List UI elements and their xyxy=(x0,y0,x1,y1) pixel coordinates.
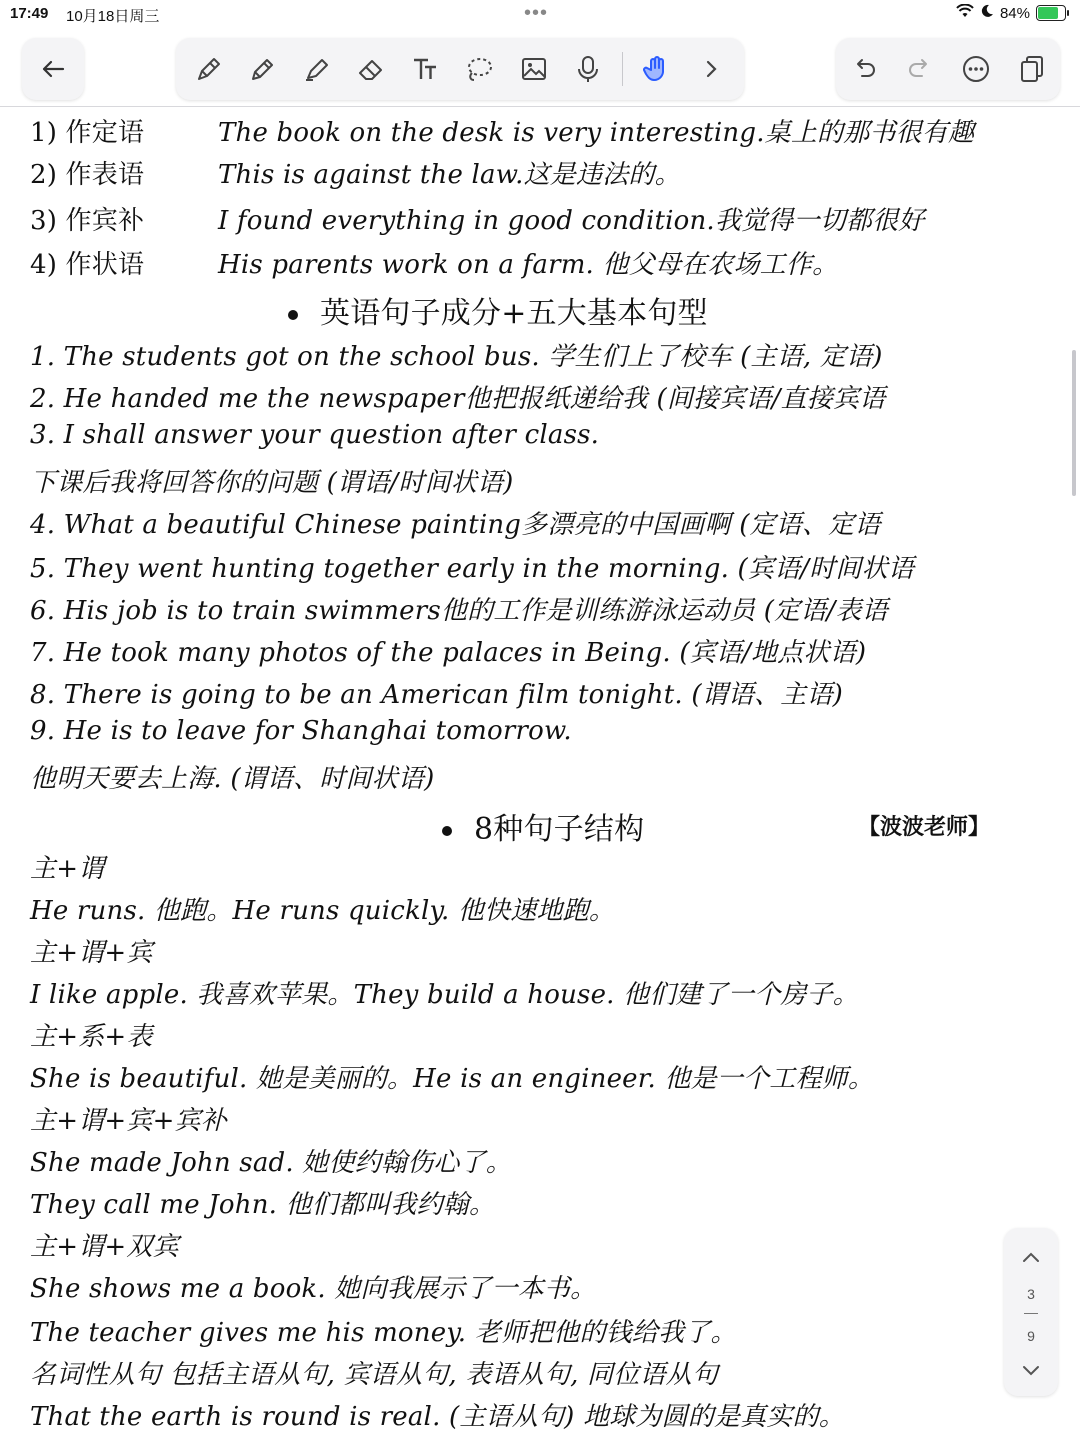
toolbar-divider xyxy=(622,52,623,86)
note-line: 1. The students got on the school bus. 学生们上了校车 (主语, 定语) xyxy=(30,342,883,372)
lasso-icon[interactable] xyxy=(459,49,499,89)
note-line: 主+谓+双宾 xyxy=(30,1232,179,1262)
note-line: 主+谓+宾+宾补 xyxy=(30,1106,227,1136)
microphone-icon[interactable] xyxy=(568,49,608,89)
note-line: 2. He handed me the newspaper他把报纸递给我 (间接宾语/直接宾语 xyxy=(30,384,886,414)
date: 10月18日周三 xyxy=(66,8,160,25)
back-button[interactable] xyxy=(22,38,84,100)
note-line: That the earth is round is real. (主语从句) 地球为圆的是真实的。 xyxy=(30,1402,845,1432)
note-line: I like apple. 我喜欢苹果。They build a house. 他们建了一个房子。 xyxy=(30,980,859,1010)
note-line: 3. I shall answer your question after class. xyxy=(30,420,600,450)
note-line: 9. He is to leave for Shanghai tomorrow. xyxy=(30,716,572,746)
vertical-scrollbar[interactable] xyxy=(1072,350,1076,496)
note-line: 6. His job is to train swimmers他的工作是训练游泳运动员 (定语/表语 xyxy=(30,596,888,626)
note-line: 下课后我将回答你的问题 (谓语/时间状语) xyxy=(30,468,514,498)
status-indicators xyxy=(956,4,1066,22)
pages-icon[interactable] xyxy=(1012,49,1052,89)
note-line: 主+系+表 xyxy=(30,1022,153,1052)
text-tool-icon[interactable] xyxy=(405,49,445,89)
note-line: 5. They went hunting together early in the morning. (宾语/时间状语 xyxy=(30,554,915,584)
highlighter-icon[interactable] xyxy=(297,49,337,89)
document-actions xyxy=(836,38,1060,100)
battery-percent: 84% xyxy=(999,4,1030,22)
section-heading: 8种句子结构 xyxy=(442,804,644,848)
multitasking-dots[interactable]: ••• xyxy=(524,2,549,24)
note-line: 名词性从句 包括主语从句, 宾语从句, 表语从句, 同位语从句 xyxy=(30,1360,719,1390)
note-canvas[interactable] xyxy=(0,108,1080,1440)
status-bar xyxy=(0,0,1080,30)
redo-icon[interactable] xyxy=(900,49,940,89)
note-line: They call me John. 他们都叫我约翰。 xyxy=(30,1190,496,1220)
note-line: 3) 作宾补 I found everything in good condition.我觉得一切都很好 xyxy=(30,206,925,236)
hand-touch-icon[interactable] xyxy=(637,49,677,89)
note-line: 8. There is going to be an American film tonight. (谓语、主语) xyxy=(30,680,844,710)
note-line: She shows me a book. 她向我展示了一本书。 xyxy=(30,1274,597,1304)
note-line: 1) 作定语 The book on the desk is very interesting.桌上的那书很有趣 xyxy=(30,118,975,148)
note-line: 主+谓 xyxy=(30,854,105,884)
note-line: 2) 作表语 This is against the law.这是违法的。 xyxy=(30,160,681,190)
eraser-icon[interactable] xyxy=(351,49,391,89)
note-line: 4. What a beautiful Chinese painting多漂亮的中国画啊 (定语、定语 xyxy=(30,510,881,540)
note-line: 4) 作状语 His parents work on a farm. 他父母在农场工作。 xyxy=(30,250,839,280)
back-arrow-icon xyxy=(33,49,73,89)
battery-icon xyxy=(1036,5,1066,21)
more-icon[interactable] xyxy=(956,49,996,89)
chevron-right-icon[interactable] xyxy=(691,49,731,89)
page-separator xyxy=(1024,1313,1038,1314)
drawing-toolbar xyxy=(176,38,744,100)
note-line: 7. He took many photos of the palaces in Being. (宾语/地点状语) xyxy=(30,638,867,668)
pen-icon[interactable] xyxy=(189,49,229,89)
note-line: The teacher gives me his money. 老师把他的钱给我了。 xyxy=(30,1318,737,1348)
note-line: She made John sad. 她使约翰伤心了。 xyxy=(30,1148,512,1178)
total-pages: 9 xyxy=(1027,1328,1035,1344)
moon-icon xyxy=(980,4,994,22)
current-page: 3 xyxy=(1027,1286,1035,1302)
note-line: She is beautiful. 她是美丽的。He is an engineer. 他是一个工程师。 xyxy=(30,1064,875,1094)
image-icon[interactable] xyxy=(514,49,554,89)
note-line: 他明天要去上海. (谓语、时间状语) xyxy=(30,764,435,794)
note-line: 主+谓+宾 xyxy=(30,938,153,968)
clock: 17:49 xyxy=(10,5,49,22)
undo-icon[interactable] xyxy=(844,49,884,89)
toolbar-divider-line xyxy=(0,106,1080,107)
chevron-down-icon[interactable] xyxy=(1017,1356,1045,1384)
page-navigator xyxy=(1004,1228,1058,1396)
note-line: He runs. 他跑。He runs quickly. 他快速地跑。 xyxy=(30,896,616,926)
teacher-watermark: 【波波老师】 xyxy=(858,814,991,839)
chevron-up-icon[interactable] xyxy=(1017,1244,1045,1272)
wifi-icon xyxy=(956,4,974,22)
section-heading: 英语句子成分+五大基本句型 xyxy=(288,288,708,332)
pencil-icon[interactable] xyxy=(243,49,283,89)
